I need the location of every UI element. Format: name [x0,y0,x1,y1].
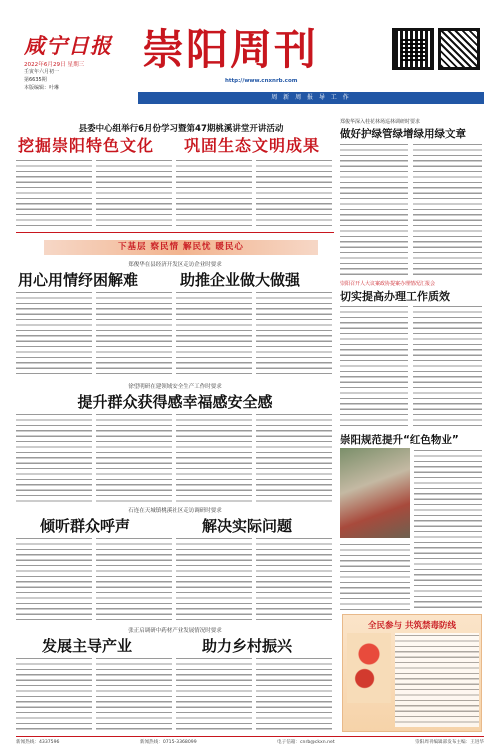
right-low-headline: 崇阳规范提升“红色物业” [340,434,459,446]
lead-body-col1 [16,158,92,230]
masthead [0,0,494,120]
right-top-story [340,118,482,278]
qr-code-2[interactable] [438,28,480,70]
story-2-body-col2 [96,412,172,502]
theme-banner [44,240,318,255]
story-3-body-col4 [256,536,332,622]
story-4-headline-left: 发展主导产业 [42,637,133,655]
anti-drug-ad [342,614,482,732]
lead-headline-right: 巩固生态文明成果 [184,136,321,155]
ad-poppy-image [347,633,391,703]
story-3 [16,506,334,624]
paper-name: 咸宁日报 [24,33,112,58]
ad-title: 全民参与 共筑禁毒防线 [368,621,456,631]
right-mid-kicker: 崇阳召开人大议案政协提案办理情况汇报会 [340,281,436,287]
story-3-kicker: 石连在天城镇桃溪社区走访调研时要求 [128,508,222,514]
right-low-story [340,432,482,612]
story-2-body-col4 [256,412,332,502]
right-low-photo [340,448,410,538]
story-3-headline-right: 解决实际问题 [202,517,293,535]
footer-hotline: 新闻热线：4337596 [16,739,60,745]
footer [16,736,484,746]
edition-editor: 本版编辑：叶琳 [24,85,60,91]
right-top-body-col2 [413,142,482,276]
right-mid-body-col2 [413,304,482,428]
lunar-date: 壬寅年六月初一 [24,69,60,75]
lead-kicker: 县委中心组举行6月份学习暨第47期桃溪讲堂开讲活动 [78,124,284,134]
story-3-body-col1 [16,536,92,622]
story-1-body-col3 [176,290,252,378]
story-3-headline-left: 倾听群众呼声 [40,517,131,535]
story-1-headline-right: 助推企业做大做强 [180,271,301,289]
right-mid-headline: 切实提高办理工作质效 [340,290,450,303]
tagline: 周 新 周 报 导 工 作 [271,94,351,101]
story-2-body-col1 [16,412,92,502]
story-3-body-col3 [176,536,252,622]
ad-body-text [395,633,479,727]
tagline-band [138,92,484,104]
banner-text: 下基层 察民情 解民忧 暖民心 [118,242,244,252]
story-1-body-col4 [256,290,332,378]
story-4-headline-right: 助力乡村振兴 [202,637,293,655]
right-top-headline: 做好护绿管绿增绿用绿文章 [340,128,466,140]
footer-phone: 新闻热线：0715-3368099 [139,739,197,745]
lead-headline-left: 挖掘崇阳特色文化 [18,136,155,155]
lead-body-col3 [176,158,252,230]
story-4 [16,626,334,734]
issue-date: 2022年6月29日 星期三 [24,62,85,68]
footer-email: 电子信箱：cnrb@ckxn.net [277,739,335,745]
story-2-body-col3 [176,412,252,502]
story-2-kicker: 徐望明研在建领域安全生产工作时要求 [128,384,222,390]
right-low-body-col1 [414,448,482,610]
story-4-body-col1 [16,656,92,732]
story-1-kicker: 郑俊华在县经济开发区走访企业时要求 [128,262,222,268]
divider-lead [16,232,334,233]
section-title: 崇阳周刊 [142,25,319,74]
lead-story [16,122,334,230]
right-top-body-col1 [340,142,408,276]
right-top-kicker: 郑俊华深入桂花林场巡林调研时要求 [340,119,421,125]
website-url[interactable]: http://www.cnxnrb.com [225,78,298,84]
story-4-body-col2 [96,656,172,732]
story-2 [16,382,334,504]
story-1-headline-left: 用心用情纾困解难 [18,271,139,289]
qr-code[interactable] [392,28,434,70]
story-1 [16,260,334,380]
story-1-body-col2 [96,290,172,378]
lead-body-col2 [96,158,172,230]
story-1-body-col1 [16,290,92,378]
story-2-headline: 提升群众获得感幸福感安全感 [77,393,273,411]
story-4-body-col4 [256,656,332,732]
right-low-body-col2 [340,542,410,610]
right-mid-story [340,280,482,430]
story-4-kicker: 张正启调研中药材产业发展情况时要求 [128,628,222,634]
right-mid-body-col1 [340,304,408,428]
issue-number: 第6635期 [24,77,47,83]
lead-body-col4 [256,158,332,230]
story-4-body-col3 [176,656,252,732]
story-3-body-col2 [96,536,172,622]
footer-editor: 崇阳周刊编辑部发布主编：王进华 [415,739,484,745]
